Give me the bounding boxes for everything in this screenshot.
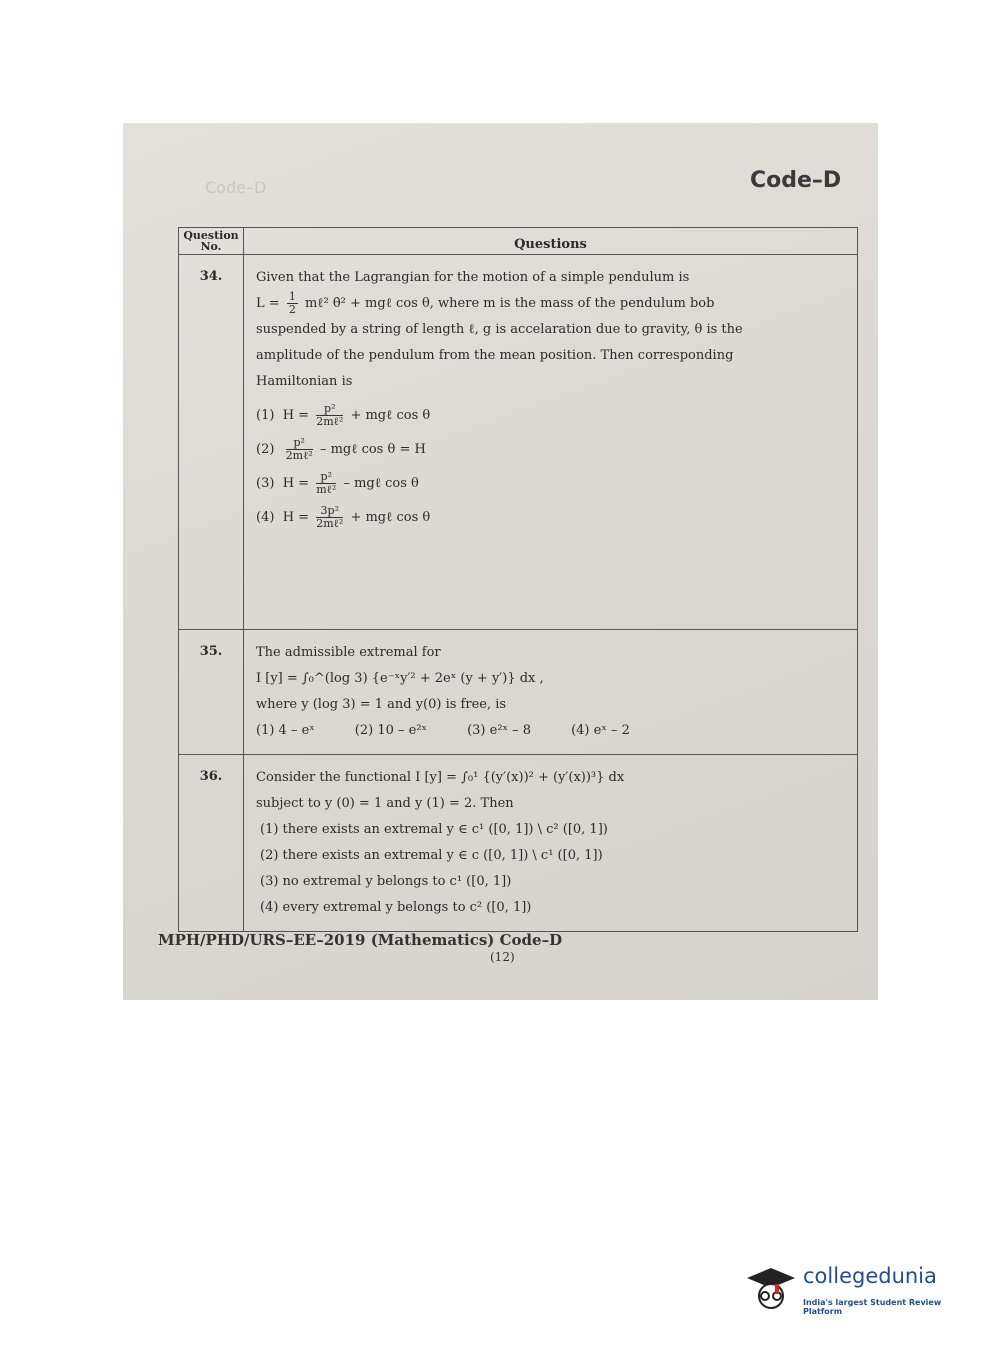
option-3: (3) no extremal y belongs to c¹ ([0, 1]) [260,874,512,889]
option-1: (1) there exists an extremal y ∈ c¹ ([0, 1]) \ c² ([0, 1]) [260,822,608,837]
question-text: suspended by a string of length ℓ, g is accelaration due to gravity, θ is the [256,322,743,337]
question-body [244,630,858,755]
column-header-questions: Questions [244,228,858,255]
student-mascot-icon [745,1266,797,1314]
question-text: where y (log 3) = 1 and y(0) is free, is [256,697,507,712]
question-text: Given that the Lagrangian for the motion of a simple pendulum is [256,270,690,285]
option-4: (4) H = $\frac{\text{3p²}}{\text{2mℓ²}}$ + mgℓ cos θ [256,504,431,530]
option-4: (4) every extremal y belongs to c² ([0, 1]) [260,900,532,915]
question-number: 36. [179,755,244,932]
table-header-row [179,228,858,255]
option-1: (1) H = $\frac{\text{p²}}{\text{2mℓ²}}$ + mgℓ cos θ [256,402,431,428]
question-body [244,255,858,630]
question-text: Hamiltonian is [256,374,353,389]
functional-equation: I [y] = ∫₀^(log 3) {e⁻ˣy′² + 2eˣ (y + y′)} dx , [256,671,544,686]
question-text: amplitude of the pendulum from the mean position. Then corresponding [256,348,734,363]
faded-code-text: Code–D [205,178,267,197]
paper-code: Code–D [750,168,842,193]
question-row-34 [179,255,858,630]
option-2: (2) 10 – e²ˣ [354,723,428,738]
question-text: Consider the functional I [y] = ∫₀¹ {(y′(x))² + (y′(x))³} dx [256,770,625,785]
lagrangian-equation: L = $\frac{1}{2}$ mℓ² θ̇² + mgℓ cos θ, where m is the mass of the pendulum bob [256,290,715,316]
logo-tagline: India's largest Student Review Platform [803,1298,942,1316]
question-number: 35. [179,630,244,755]
question-text: subject to y (0) = 1 and y (1) = 2. Then [256,796,514,811]
option-3: (3) e²ˣ – 8 [467,723,532,738]
logo-wordmark: collegedunia [803,1264,937,1288]
option-4: (4) eˣ – 2 [571,723,630,738]
option-3: (3) H = $\frac{\text{p²}}{\text{mℓ²}}$ – mgℓ cos θ [256,470,419,496]
option-1: (1) 4 – eˣ [256,723,315,738]
fraction: $\frac{1}{2}$ [288,290,296,316]
question-number: 34. [179,255,244,630]
question-row-35 [179,630,858,755]
question-body [244,755,858,932]
questions-table [178,227,858,932]
page-number: (12) [490,950,515,964]
options-row [256,718,849,744]
column-header-question-no: Question No. [179,228,244,255]
option-2: (2) there exists an extremal y ∈ c ([0, 1]) \ c¹ ([0, 1]) [260,848,603,863]
paper-footer-title: MPH/PHD/URS–EE–2019 (Mathematics) Code–D [158,931,563,949]
question-row-36 [179,755,858,932]
option-2: (2) $\frac{\text{p²}}{\text{2mℓ²}}$ – mgℓ cos θ = H [256,436,426,462]
question-text: The admissible extremal for [256,645,441,660]
collegedunia-logo [745,1262,975,1317]
